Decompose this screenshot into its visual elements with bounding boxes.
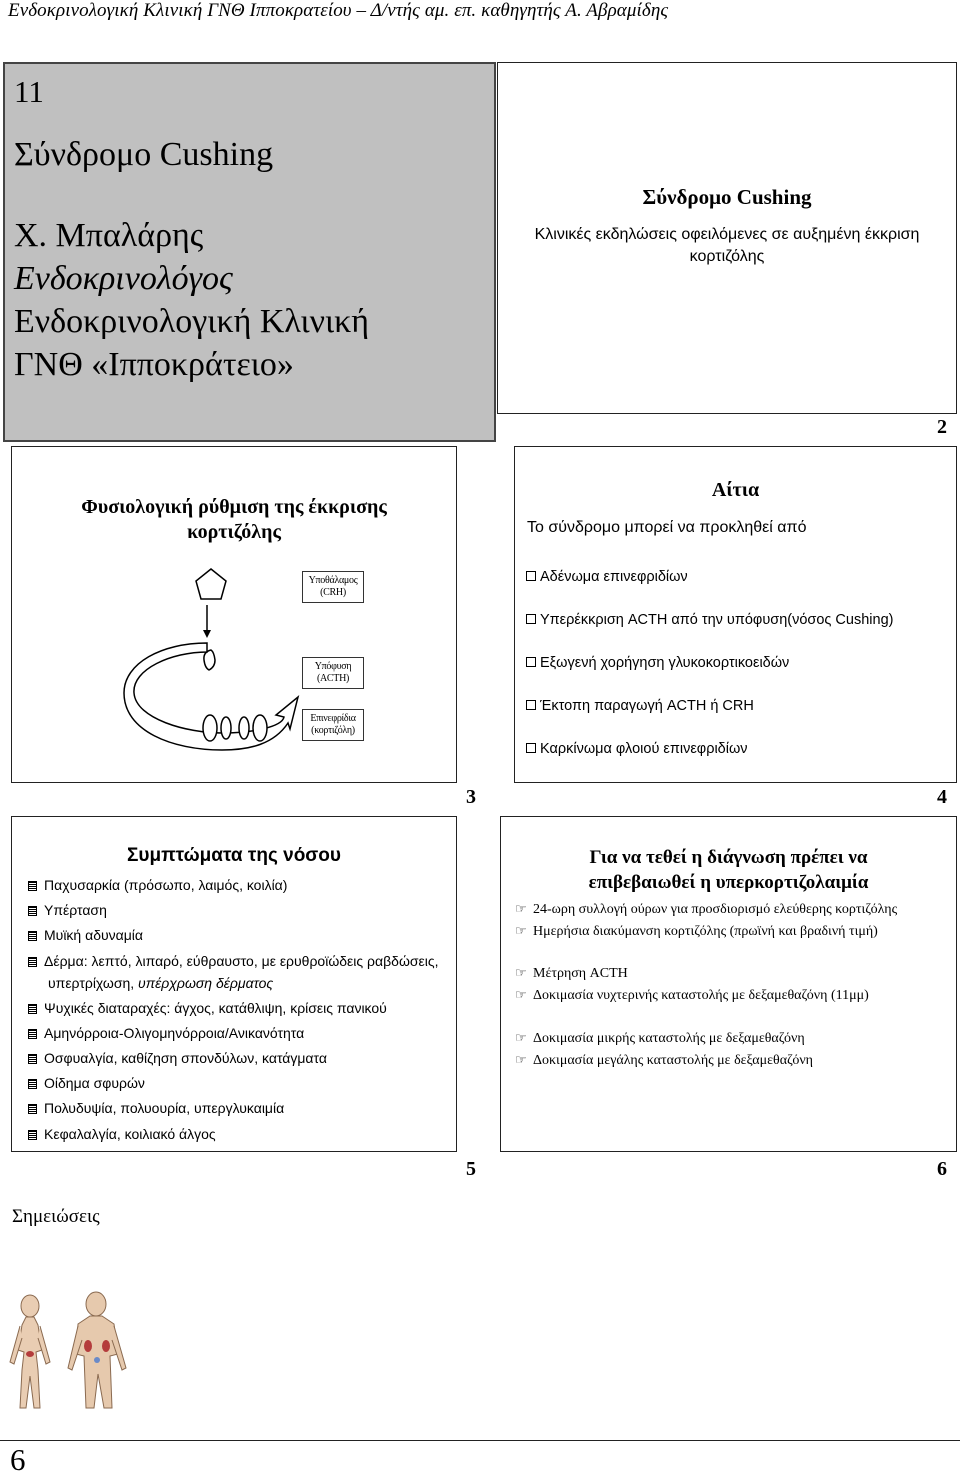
pointing-hand-icon: ☞	[515, 1052, 527, 1067]
cause-item	[526, 612, 893, 628]
slide-4	[514, 446, 957, 783]
pointing-hand-icon: ☞	[515, 987, 527, 1002]
symptom-item	[28, 1022, 304, 1044]
adrenal-left-inner	[221, 717, 231, 739]
slide-5-number: 5	[466, 1158, 476, 1180]
author-role: Ενδοκρινολόγος	[14, 260, 233, 297]
slide-3-title-line-1: Φυσιολογική ρύθμιση της έκκρισης	[81, 496, 387, 518]
checkbox-bullet-icon	[526, 571, 536, 581]
adrenal-right-inner	[239, 717, 249, 739]
label-hypothalamus-name: Υποθάλαμος	[308, 575, 358, 586]
symptom-item-text: Αμηνόρροια-Ολιγομηνόρροια/Ανικανότητα	[44, 1025, 305, 1041]
slide-3-title-line-2: κορτιζόλης	[187, 521, 281, 543]
label-hypothalamus-hormone: (CRH)	[320, 587, 346, 598]
figure-male	[68, 1292, 126, 1408]
hypothalamus-shape	[196, 569, 226, 599]
bullet-icon	[28, 957, 37, 967]
pituitary-shape	[204, 650, 215, 670]
slide-5-title: Συμπτώματα της νόσου	[127, 845, 341, 866]
pointing-hand-icon: ☞	[515, 901, 527, 916]
symptom-item	[28, 997, 387, 1019]
label-adrenal-hormone: (κορτιζόλη)	[311, 725, 355, 736]
label-adrenal	[302, 709, 364, 741]
clinic-line-1: Ενδοκρινολογική Κλινική	[14, 303, 370, 340]
checkbox-bullet-icon	[526, 614, 536, 624]
label-pituitary	[302, 657, 364, 689]
cause-item	[526, 569, 688, 585]
symptom-item-text: Οίδημα σφυρών	[44, 1075, 145, 1091]
slide-2-subtitle: Κλινικές εκδηλώσεις οφειλόμενες σε αυξημένη έκκριση κορτιζόλης	[534, 226, 920, 265]
cause-item-text: Έκτοπη παραγωγή ACTH ή CRH	[540, 698, 754, 714]
cause-item-text: Εξωγενή χορήγηση γλυκοκορτικοειδών	[540, 655, 790, 671]
slide-3	[11, 446, 457, 783]
slide-6-title-line-1: Για να τεθεί η διάγνωση πρέπει να	[589, 847, 868, 868]
slide-2-number: 2	[937, 416, 947, 438]
symptom-item	[28, 1047, 327, 1069]
checkbox-bullet-icon	[526, 700, 536, 710]
down-arrowhead	[203, 630, 211, 638]
bullet-icon	[28, 906, 37, 916]
pointing-hand-icon: ☞	[515, 965, 527, 980]
cause-item-text: Υπερέκκριση ACTH από την υπόφυση(νόσος Cushing)	[540, 612, 894, 628]
feedback-diagram	[12, 447, 458, 784]
cause-item-text: Καρκίνωμα φλοιού επινεφριδίων	[540, 741, 748, 757]
symptom-item	[28, 899, 107, 921]
clinic-line-2: ΓΝΘ «Ιπποκράτειο»	[14, 346, 294, 383]
diagnosis-item-text: 24-ωρη συλλογή ούρων για προσδιορισμό ελεύθερης κορτιζόλης	[533, 902, 898, 917]
author-name: Χ. Μπαλάρης	[14, 217, 204, 254]
slide-1	[3, 62, 496, 442]
figure-female	[10, 1295, 50, 1408]
slide-4-subtitle: Το σύνδρομο μπορεί να προκληθεί από	[527, 519, 807, 536]
diagnosis-item	[515, 923, 878, 940]
diagnosis-item-text: Δοκιμασία νυχτερινής καταστολής με δεξαμεθαζόνη (11μμ)	[533, 988, 869, 1003]
label-adrenal-name: Επινεφρίδια	[310, 713, 356, 724]
slide-6-title	[501, 845, 956, 895]
cause-item	[526, 655, 789, 671]
slide-6-title-line-2: επιβεβαιωθεί η υπερκορτιζολαιμία	[588, 872, 869, 893]
skin-continuation-italic: υπέρχρωση δέρματος	[138, 975, 274, 991]
diagnosis-item	[515, 1052, 813, 1069]
slide-5	[11, 816, 457, 1152]
slide-1-number: 11	[14, 74, 44, 109]
slide-4-number: 4	[937, 786, 947, 808]
bullet-icon	[28, 931, 37, 941]
diagnosis-item	[515, 987, 869, 1004]
cause-item	[526, 698, 754, 714]
slide-1-author-block	[14, 214, 369, 386]
bullet-icon	[28, 1079, 37, 1089]
slide-2	[497, 62, 957, 414]
slide-3-number: 3	[466, 786, 476, 808]
diagnosis-item-text: Δοκιμασία μικρής καταστολής με δεξαμεθαζόνη	[533, 1031, 805, 1046]
bullet-icon	[28, 1130, 37, 1140]
slide-2-title: Σύνδρομο Cushing	[642, 185, 812, 209]
diagnosis-item	[515, 965, 628, 982]
symptom-item-text: Ψυχικές διαταραχές: άγχος, κατάθλιψη, κρίσεις πανικού	[44, 1000, 387, 1016]
cause-item	[526, 741, 748, 757]
symptom-item-text: Μυϊκή αδυναμία	[44, 927, 144, 943]
diagnosis-item	[515, 1030, 805, 1047]
symptom-item-text: Οσφυαλγία, καθίζηση σπονδύλων, κατάγματα	[44, 1050, 327, 1066]
notes-label: Σημειώσεις	[12, 1206, 100, 1227]
bullet-icon	[28, 1004, 37, 1014]
checkbox-bullet-icon	[526, 657, 536, 667]
pointing-hand-icon: ☞	[515, 1030, 527, 1045]
page-number: 6	[10, 1442, 26, 1477]
symptom-item	[28, 924, 143, 946]
bullet-icon	[28, 1104, 37, 1114]
diagnosis-item	[515, 901, 897, 918]
symptom-item-text: Κεφαλαλγία, κοιλιακό άλγος	[44, 1126, 216, 1142]
label-hypothalamus	[302, 571, 364, 603]
label-pituitary-hormone: (ACTH)	[316, 673, 350, 684]
bottom-divider	[0, 1440, 960, 1441]
bullet-icon	[28, 1054, 37, 1064]
slide-6	[500, 816, 957, 1152]
bullet-icon	[28, 881, 37, 891]
diagnosis-item-text: Ημερήσια διακύμανση κορτιζόλης (πρωϊνή και βραδινή τιμή)	[533, 924, 878, 939]
symptom-item	[28, 1123, 216, 1145]
diagnosis-item-text: Μέτρηση ACTH	[533, 966, 628, 981]
symptom-item	[28, 1072, 145, 1094]
diagnosis-item-text: Δοκιμασία μεγάλης καταστολής με δεξαμεθαζόνη	[533, 1053, 813, 1068]
checkbox-bullet-icon	[526, 743, 536, 753]
adrenal-right-outer	[253, 715, 267, 741]
symptom-item	[28, 874, 287, 896]
cause-item-text: Αδένωμα επινεφριδίων	[540, 569, 688, 585]
symptom-item	[28, 1097, 284, 1119]
patient-figures-illustration	[8, 1290, 138, 1415]
slide-1-title: Σύνδρομο Cushing	[14, 136, 274, 173]
symptom-item-text: Υπέρταση	[44, 902, 107, 918]
slide-4-title: Αίτια	[711, 479, 760, 501]
symptom-item-text: Παχυσαρκία (πρόσωπο, λαιμός, κοιλία)	[44, 877, 288, 893]
adrenal-left-outer	[203, 715, 217, 741]
label-pituitary-name: Υπόφυση	[314, 661, 352, 672]
symptom-item-text: Δέρμα: λεπτό, λιπαρό, εύθραυστο, με ερυθροϊώδεις ραβδώσεις,	[44, 953, 439, 969]
bullet-icon	[28, 1029, 37, 1039]
slide-6-number: 6	[937, 1158, 947, 1180]
pointing-hand-icon: ☞	[515, 923, 527, 938]
symptom-item-continuation	[48, 972, 273, 994]
skin-continuation-plain: υπερτρίχωση,	[48, 975, 139, 991]
page-header: Ενδοκρινολογική Κλινική ΓΝΘ Ιπποκρατείου – Δ/ντής αμ. επ. καθηγητής Α. Αβραμίδης	[8, 0, 669, 21]
symptom-item	[28, 950, 439, 972]
symptom-item-text: Πολυδυψία, πολυουρία, υπεργλυκαιμία	[44, 1100, 285, 1116]
